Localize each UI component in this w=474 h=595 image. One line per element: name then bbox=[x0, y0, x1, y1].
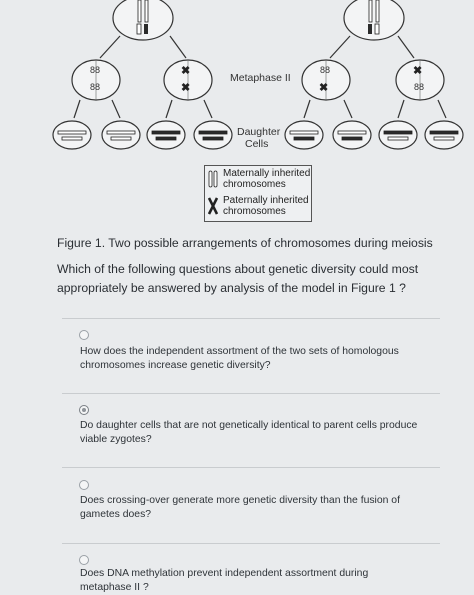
maternal-label: Maternally inherited chromosomes bbox=[223, 168, 311, 190]
metaphase-cell-1 bbox=[72, 60, 120, 100]
figure-caption: Figure 1. Two possible arrangements of chromosomes during meiosis bbox=[57, 236, 433, 250]
daughter-label-line1: Daughter bbox=[237, 126, 281, 138]
option-text-1[interactable]: How does the independent assortment of the two sets of homologous chromosomes increase genetic diversity? bbox=[80, 346, 399, 371]
option-text-3[interactable]: Does crossing-over generate more genetic diversity than the fusion of gametes does? bbox=[80, 495, 400, 520]
svg-text:88: 88 bbox=[90, 82, 101, 92]
divider bbox=[62, 318, 440, 319]
svg-text:✖: ✖ bbox=[413, 65, 423, 77]
arrow-left-2 bbox=[170, 36, 186, 58]
paternal-chromosome-icon bbox=[208, 197, 218, 215]
option-radio-1[interactable] bbox=[79, 330, 89, 340]
parent-cell-right bbox=[344, 0, 404, 40]
option-text-2[interactable]: Do daughter cells that are not genetically identical to parent cells produce viable zygotes? bbox=[80, 420, 418, 445]
parent-cell-left bbox=[113, 0, 173, 40]
daughter-cell-8 bbox=[425, 121, 463, 149]
divider bbox=[62, 543, 440, 544]
daughter-cell-6 bbox=[333, 121, 371, 149]
svg-text:88: 88 bbox=[90, 65, 101, 75]
legend bbox=[204, 165, 312, 222]
arrow-right-1 bbox=[330, 36, 350, 58]
daughter-cell-4 bbox=[194, 121, 232, 149]
divider bbox=[62, 467, 440, 468]
daughter-cell-2 bbox=[102, 121, 140, 149]
arrow-left-1 bbox=[100, 36, 120, 58]
option-radio-3[interactable] bbox=[79, 480, 89, 490]
daughter-cell-1 bbox=[53, 121, 91, 149]
svg-text:88: 88 bbox=[414, 82, 425, 92]
svg-text:✖: ✖ bbox=[181, 82, 191, 94]
metaphase-cell-3 bbox=[302, 60, 350, 100]
arrow-right-2 bbox=[398, 36, 414, 58]
metaphase-label: Metaphase II bbox=[230, 72, 291, 84]
metaphase-cell-4 bbox=[396, 60, 444, 100]
option-radio-4[interactable] bbox=[79, 555, 89, 565]
daughter-cell-7 bbox=[379, 121, 417, 149]
paternal-label: Paternally inherited chromosomes bbox=[223, 195, 309, 217]
daughter-label-line2: Cells bbox=[245, 138, 269, 150]
metaphase-cell-2 bbox=[164, 60, 212, 100]
daughter-cell-5 bbox=[285, 121, 323, 149]
divider bbox=[62, 393, 440, 394]
svg-text:✖: ✖ bbox=[319, 82, 329, 94]
svg-text:✖: ✖ bbox=[181, 65, 191, 77]
option-radio-2[interactable] bbox=[79, 405, 89, 415]
daughter-cell-3 bbox=[147, 121, 185, 149]
maternal-chromosome-icon bbox=[208, 170, 218, 188]
question-text: Which of the following questions about genetic diversity could most appropriately be answered by analysis of the model in Figure 1 ? bbox=[57, 262, 419, 295]
svg-text:88: 88 bbox=[320, 65, 331, 75]
option-text-4[interactable]: Does DNA methylation prevent independent assortment during metaphase II ? bbox=[80, 568, 369, 593]
